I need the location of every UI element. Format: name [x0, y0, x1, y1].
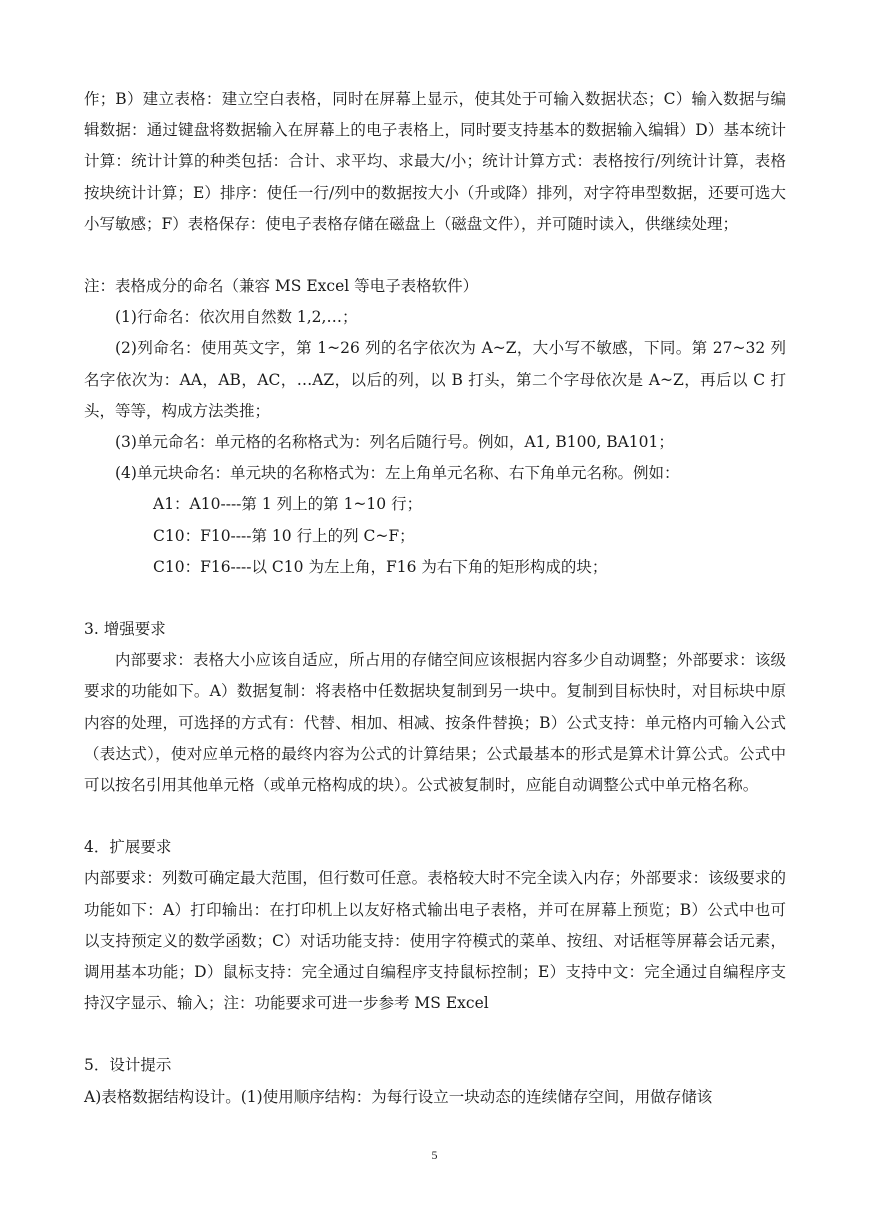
paragraph-requirements: 作；B）建立表格：建立空白表格，同时在屏幕上显示，使其处于可输入数据状态；C）输入数据与编辑数据：通过键盘将数据输入在屏幕上的电子表格上，同时要支持基本的数据输入编辑）D）基本统计计算：统计计算的种类包括：合计、求平均、求最大/小；统计计算方式：表格按行/列统计计算，表格按块统计计算；E）排序：使任一行/列中的数据按大小（升或降）排列，对字符串型数据，还要可选大小写敏感；F）表格保存：使电子表格存储在磁盘上（磁盘文件），并可随时读入，供继续处理；	[84, 90, 786, 233]
note-item-cell-naming: (3)单元命名：单元格的名称格式为：列名后随行号。例如，A1, B100, BA101；	[115, 433, 674, 452]
document-body	[84, 84, 786, 1113]
spacer	[84, 801, 786, 832]
note-title: 注：表格成分的命名（兼容 MS Excel 等电子表格软件）	[84, 277, 479, 296]
section-5-body: A)表格数据结构设计。(1)使用顺序结构：为每行设立一块动态的连续储存空间，用做存储该	[84, 1087, 713, 1106]
section-4-body: 内部要求：列数可确定最大范围，但行数可任意。表格较大时不完全读入内存；外部要求：该级要求的功能如下：A）打印输出：在打印机上以友好格式输出电子表格，并可在屏幕上预览；B）公式中也可以支持预定义的数学函数；C）对话功能支持：使用字符模式的菜单、按纽、对话框等屏幕会话元素，调用基本功能；D）鼠标支持：完全通过自编程序支持鼠标控制；E）支持中文：完全通过自编程序支持汉字显示、输入；注：功能要求可进一步参考 MS Excel	[84, 869, 786, 1013]
note-item-column-naming: (2)列命名：使用英文字，第 1~26 列的名字依次为 A~Z，大小写不敏感，下同。第 27~32 列名字依次为：AA，AB，AC，…AZ，以后的列，以 B 打头，第二个字母依次是 A~Z，再后以 C 打头，等等，构成方法类推；	[84, 339, 786, 420]
example-line: C10：F16----以 C10 为左上角，F16 为右下角的矩形构成的块；	[153, 557, 608, 576]
spacer	[84, 1019, 786, 1050]
section-3-body: 内部要求：表格大小应该自适应，所占用的存储空间应该根据内容多少自动调整；外部要求：该级要求的功能如下。A）数据复制：将表格中任数据块复制到另一块中。复制到目标快时，对目标块中原内容的处理，可选择的方式有：代替、相加、相减、按条件替换；B）公式支持：单元格内可输入公式（表达式），使对应单元格的最终内容为公式的计算结果；公式最基本的形式是算术计算公式。公式中可以按名引用其他单元格（或单元格构成的块）。公式被复制时，应能自动调整公式中单元格名称。	[84, 651, 786, 795]
note-item-block-naming: (4)单元块命名：单元块的名称格式为：左上角单元名称、右下角单元名称。例如：	[115, 464, 680, 483]
section-4-title: 4．扩展要求	[84, 838, 172, 857]
section-5-title: 5．设计提示	[84, 1056, 172, 1075]
spacer	[84, 583, 786, 614]
section-3-title: 3. 增强要求	[84, 620, 166, 639]
note-item-row-naming: (1)行命名：依次用自然数 1,2,…；	[115, 308, 358, 327]
example-line: A1：A10----第 1 列上的第 1~10 行；	[153, 495, 423, 514]
spacer	[84, 240, 786, 271]
page-number: 5	[431, 1148, 438, 1162]
example-line: C10：F10----第 10 行上的列 C~F；	[153, 526, 415, 545]
